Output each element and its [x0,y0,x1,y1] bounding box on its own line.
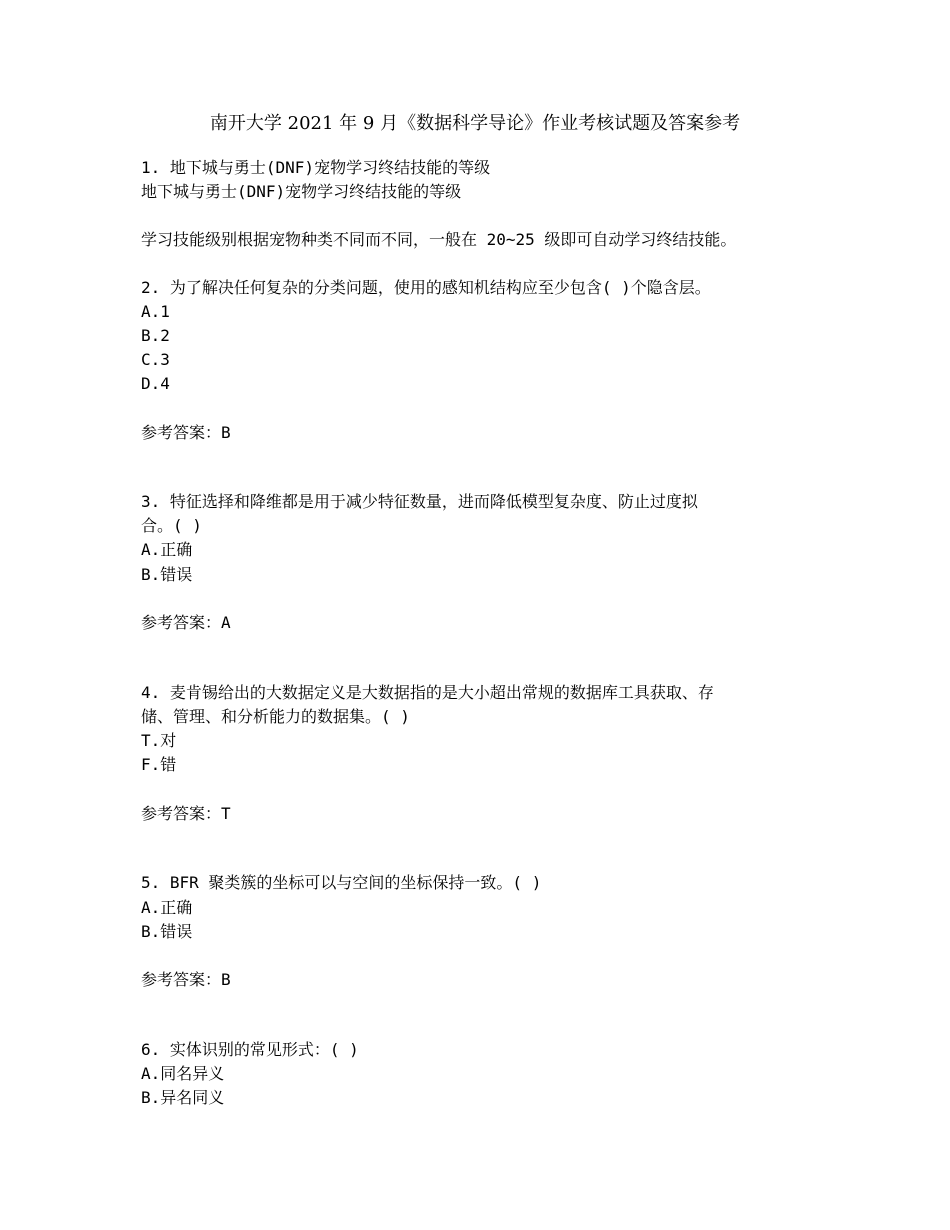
question-6-option-a: A.同名异义 [141,1064,225,1083]
question-5-stem-line-1: 5. BFR 聚类簇的坐标可以与空间的坐标保持一致。( ) [141,873,542,892]
question-4-stem-line-1: 4. 麦肯锡给出的大数据定义是大数据指的是大小超出常规的数据库工具获取、存 [141,683,714,702]
question-6-stem-line-1: 6. 实体识别的常见形式：( ) [141,1040,359,1059]
question-3-answer: 参考答案：A [141,613,231,632]
question-6-option-b: B.异名同义 [141,1088,225,1107]
question-1-stem-line-2: 地下城与勇士(DNF)宠物学习终结技能的等级 [141,182,462,201]
question-3-option-a: A.正确 [141,540,193,559]
question-2-stem-line-1: 2. 为了解决任何复杂的分类问题，使用的感知机结构应至少包含( )个隐含层。 [141,278,711,297]
question-2-option-c: C.3 [141,350,170,369]
question-4-option-t: T.对 [141,731,177,750]
question-5-option-b: B.错误 [141,922,193,941]
question-2-answer: 参考答案：B [141,423,231,442]
document-title: 南开大学 2021 年 9 月《数据科学导论》作业考核试题及答案参考 [209,113,741,134]
question-3-stem-line-1: 3. 特征选择和降维都是用于减少特征数量，进而降低模型复杂度、防止过度拟 [141,492,698,511]
question-4-stem-line-2: 储、管理、和分析能力的数据集。( ) [141,707,410,726]
question-4-answer: 参考答案：T [141,804,231,823]
question-1-stem-line-1: 1. 地下城与勇士(DNF)宠物学习终结技能的等级 [141,158,491,177]
question-2-option-a: A.1 [141,302,170,321]
question-5-answer: 参考答案：B [141,970,231,989]
question-3-stem-line-2: 合。( ) [141,516,202,535]
question-3-option-b: B.错误 [141,565,193,584]
question-1-explanation: 学习技能级别根据宠物种类不同而不同，一般在 20~25 级即可自动学习终结技能。 [141,230,737,249]
question-5-option-a: A.正确 [141,898,193,917]
question-2-option-d: D.4 [141,374,170,393]
question-4-option-f: F.错 [141,755,177,774]
question-2-option-b: B.2 [141,326,170,345]
